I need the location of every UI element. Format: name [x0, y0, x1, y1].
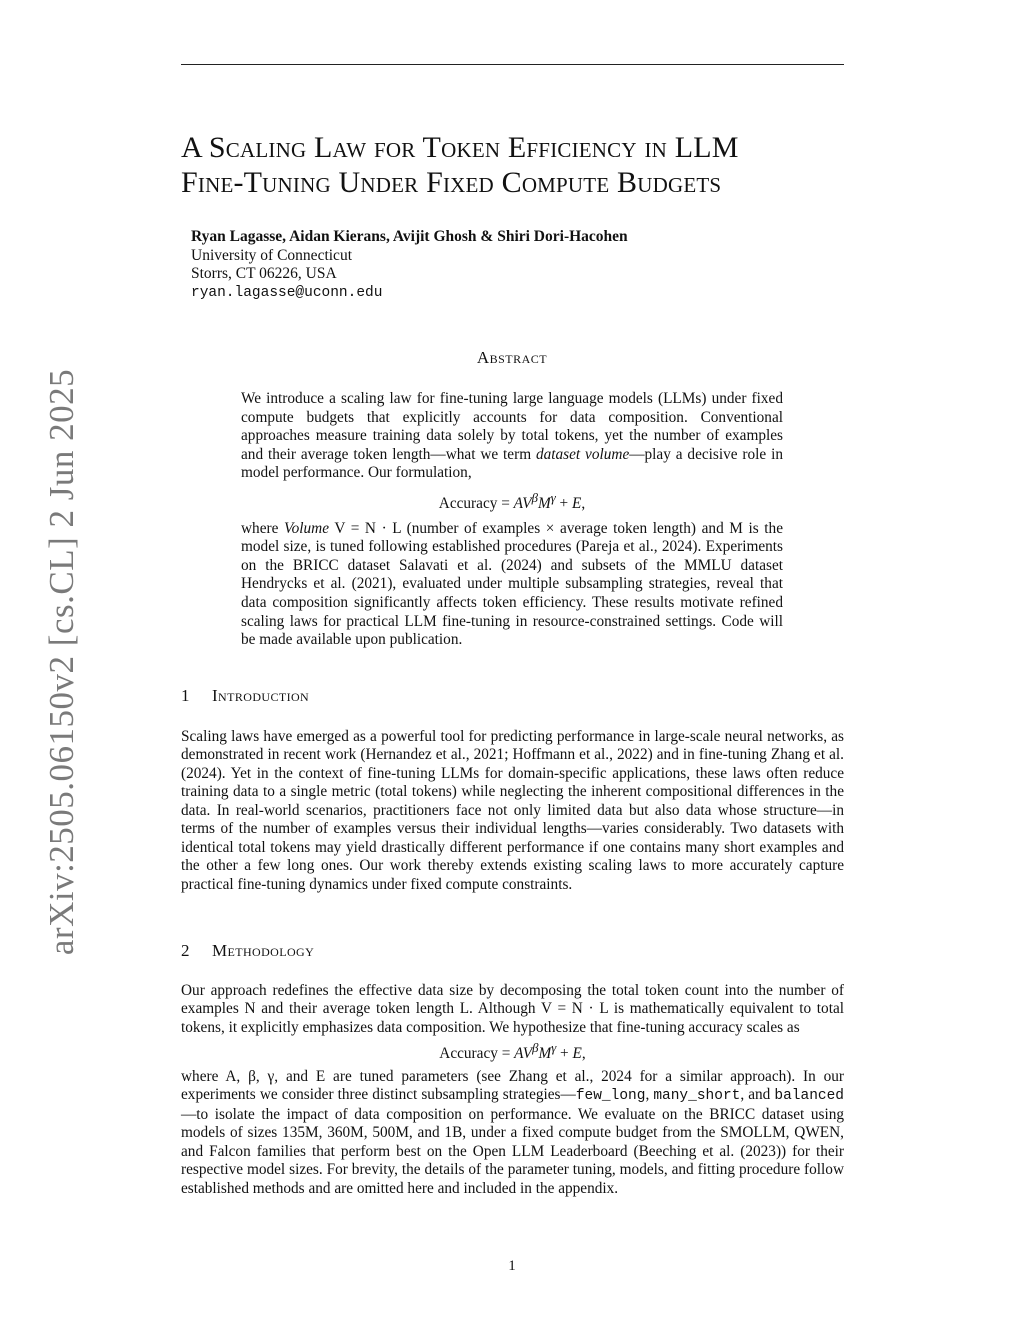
strategy-code-few-long: few_long — [575, 1088, 646, 1105]
author-email: ryan.lagasse@uconn.edu — [191, 284, 383, 301]
abstract-text: —play a decisive role in model performance. Our formulation, — [241, 445, 783, 482]
abstract-paragraph-2 — [241, 520, 783, 650]
section-number: 1 — [181, 686, 190, 705]
page-number: 1 — [508, 1258, 516, 1274]
strategy-code-many-short: many_short — [653, 1088, 741, 1105]
abstract-text: V = N · L (number of examples × average token length) and M is the model size, is tuned following established procedures (Pareja et al., 2024). Experiments on the BRICC dataset Salavati et al. (2024) and subsets of the MMLU dataset Hendrycks et al. (2021), evaluated under multiple subsampling strategies, reveal that data composition significantly affects token efficiency. These results motivate refined scaling laws for practical LLM fine-tuning in resource-constrained settings. Code will be made available upon publication. — [241, 519, 783, 649]
author-block — [191, 228, 628, 302]
section-heading-introduction — [181, 686, 309, 706]
section-title: Introduction — [212, 686, 310, 705]
section-title: Methodology — [212, 941, 315, 960]
strategy-code-balanced: balanced — [774, 1088, 845, 1105]
equation-lhs: Accuracy = — [439, 1045, 515, 1063]
abstract-heading: Abstract — [476, 348, 548, 367]
paper-title — [181, 130, 861, 200]
abstract-text: where — [241, 519, 284, 537]
arxiv-identifier-stamp: arXiv:2505.06150v2 [cs.CL] 2 Jun 2025 — [42, 368, 81, 956]
abstract-text: We introduce a scaling law for fine-tuning large language models (LLMs) under fixed compute budgets that explicitly accounts for data composition. Conventional approaches measure training data solely by total tokens, yet the number of examples and their average token length—what we term — [241, 390, 783, 463]
methodology-paragraph-1: Our approach redefines the effective data size by decomposing the total token count into the number of examples N and their average token length L. Although V = N · L is mathematically equivalent to total tokens, it explicitly emphasizes data composition. We hypothesize that fine-tuning accuracy scales as — [181, 982, 844, 1036]
separator: , — [645, 1086, 654, 1104]
methodology-text: —to isolate the impact of data composition on performance. We evaluate on the BRICC dataset using models of sizes 135M, 360M, 500M, and 1B, under a fixed compute budget from the SMOLLM, QWEN, and Falcon families that perform best on the Open LLM Leaderboard (Beeching et al. (2023)) for their respective model sizes. For brevity, the details of the parameter tuning, models, and fitting procedure follow established methods and are omitted here and included in the appendix. — [181, 1105, 844, 1197]
author-address: Storrs, CT 06226, USA — [191, 265, 337, 283]
title-line-2: Fine-Tuning Under Fixed Compute Budgets — [181, 166, 722, 199]
methodology-text: where A, β, γ, and E are tuned parameters (see Zhang et al., 2024 for a similar approach). In our experiments we consider three distinct subsampling strategies— — [181, 1067, 844, 1104]
top-rule — [181, 64, 844, 65]
title-line-1: A Scaling Law for Token Efficiency in LLM — [181, 131, 739, 164]
section-heading-methodology — [181, 941, 314, 961]
abstract-emphasis: Volume — [283, 519, 330, 537]
methodology-paragraph-2 — [181, 1068, 844, 1198]
methodology-body — [181, 982, 844, 1198]
abstract-emphasis: dataset volume — [535, 445, 630, 463]
abstract-body — [241, 390, 783, 650]
separator: , and — [740, 1086, 775, 1104]
equation-lhs: Accuracy = — [438, 495, 514, 513]
methodology-equation: Accuracy = $AV^\beta M^\gamma + E$, — [439, 1041, 586, 1063]
author-names: Ryan Lagasse, Aidan Kierans, Avijit Ghosh & Shiri Dori-Hacohen — [191, 228, 628, 245]
introduction-body — [181, 728, 844, 894]
author-affiliation: University of Connecticut — [191, 246, 352, 264]
abstract-paragraph-1 — [241, 390, 783, 483]
introduction-paragraph: Scaling laws have emerged as a powerful tool for predicting performance in large-scale neural networks, as demonstrated in recent work (Hernandez et al., 2021; Hoffmann et al., 2022) and in fine-tuning Zhang et al. (2024). Yet in the context of fine-tuning LLMs for domain-specific applications, these laws often reduce training data to a single metric (total tokens) while neglecting the inherent compositional differences in the data. In real-world scenarios, practitioners face not only limited data but also data whose structure—in terms of the number of examples versus their individual lengths—varies considerably. Two datasets with identical total tokens may yield drastically different performance if one contains many short examples and the other a few long ones. Our work thereby extends existing scaling laws to more accurately capture practical fine-tuning dynamics under fixed compute constraints. — [181, 728, 844, 893]
abstract-equation: Accuracy = $AV^\beta M^\gamma + E$, — [438, 490, 586, 513]
section-number: 2 — [181, 941, 190, 960]
